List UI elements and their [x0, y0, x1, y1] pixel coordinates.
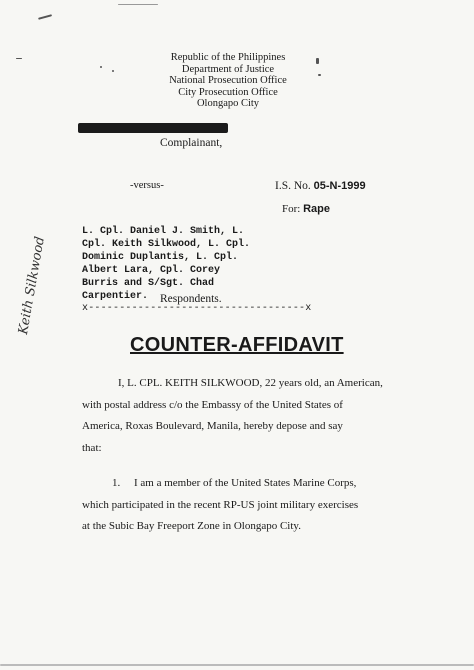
- case-charge: [282, 203, 330, 215]
- scan-mark: [38, 14, 52, 19]
- letterhead-line: Department of Justice: [181, 63, 275, 75]
- margin-signature-text: Keith Silkwood: [16, 235, 48, 336]
- case-number-prefix: I.S. No.: [275, 180, 311, 192]
- complainant-label: Complainant,: [160, 137, 223, 149]
- paragraph-line: at the Subic Bay Freeport Zone in Olongapo City.: [82, 520, 301, 532]
- margin-signature: [12, 215, 48, 336]
- paragraph-line: I am a member of the United States Marine Corps,: [134, 477, 357, 489]
- scan-mark: [318, 74, 321, 76]
- scan-mark: [16, 58, 22, 59]
- scan-mark: [112, 70, 114, 72]
- respondents-line: Carpentier.: [82, 291, 149, 302]
- redacted-complainant-name: [78, 123, 228, 133]
- case-charge-prefix: For:: [282, 203, 301, 215]
- respondents-label: Respondents.: [160, 293, 222, 305]
- letterhead: [150, 52, 306, 110]
- letterhead-line: Republic of the Philippines: [170, 52, 286, 63]
- respondents-line: L. Cpl. Daniel J. Smith, L.: [82, 226, 245, 237]
- intro-line: with postal address c/o the Embassy of the United States of: [82, 398, 343, 411]
- letterhead-line: Olongapo City: [196, 98, 260, 109]
- document-title: COUNTER-AFFIDAVIT: [130, 334, 344, 356]
- case-number: [275, 180, 366, 192]
- letterhead-line: City Prosecution Office: [178, 86, 278, 98]
- respondents-line: Dominic Duplantis, L. Cpl.: [82, 252, 239, 263]
- respondents-line: Burris and S/Sgt. Chad: [82, 278, 215, 289]
- case-number-value: 05-N-1999: [313, 180, 366, 192]
- case-charge-value: Rape: [303, 203, 330, 215]
- respondents-line: Cpl. Keith Silkwood, L. Cpl.: [82, 239, 251, 250]
- scan-mark: [118, 4, 158, 5]
- intro-line: that:: [82, 441, 102, 454]
- intro-line: I, L. CPL. KEITH SILKWOOD, 22 years old, an American,: [118, 377, 383, 389]
- intro-paragraph: [82, 373, 383, 459]
- paragraph-line: which participated in the recent RP-US joint military exercises: [82, 498, 359, 511]
- numbered-paragraph-1: [82, 473, 358, 538]
- letterhead-line: National Prosecution Office: [169, 75, 287, 86]
- scan-mark: [316, 58, 319, 64]
- intro-line: America, Roxas Boulevard, Manila, hereby depose and say: [82, 420, 343, 432]
- respondents-line: Albert Lara, Cpl. Corey: [82, 265, 221, 276]
- scan-mark: [100, 66, 102, 68]
- caption-separator: x-----------------------------------x: [82, 303, 312, 314]
- respondents-names: [82, 225, 252, 303]
- paragraph-number: 1.: [112, 477, 121, 489]
- paragraph-first-line: [82, 473, 358, 495]
- scan-edge: [0, 664, 474, 666]
- versus-label: -versus-: [130, 180, 164, 191]
